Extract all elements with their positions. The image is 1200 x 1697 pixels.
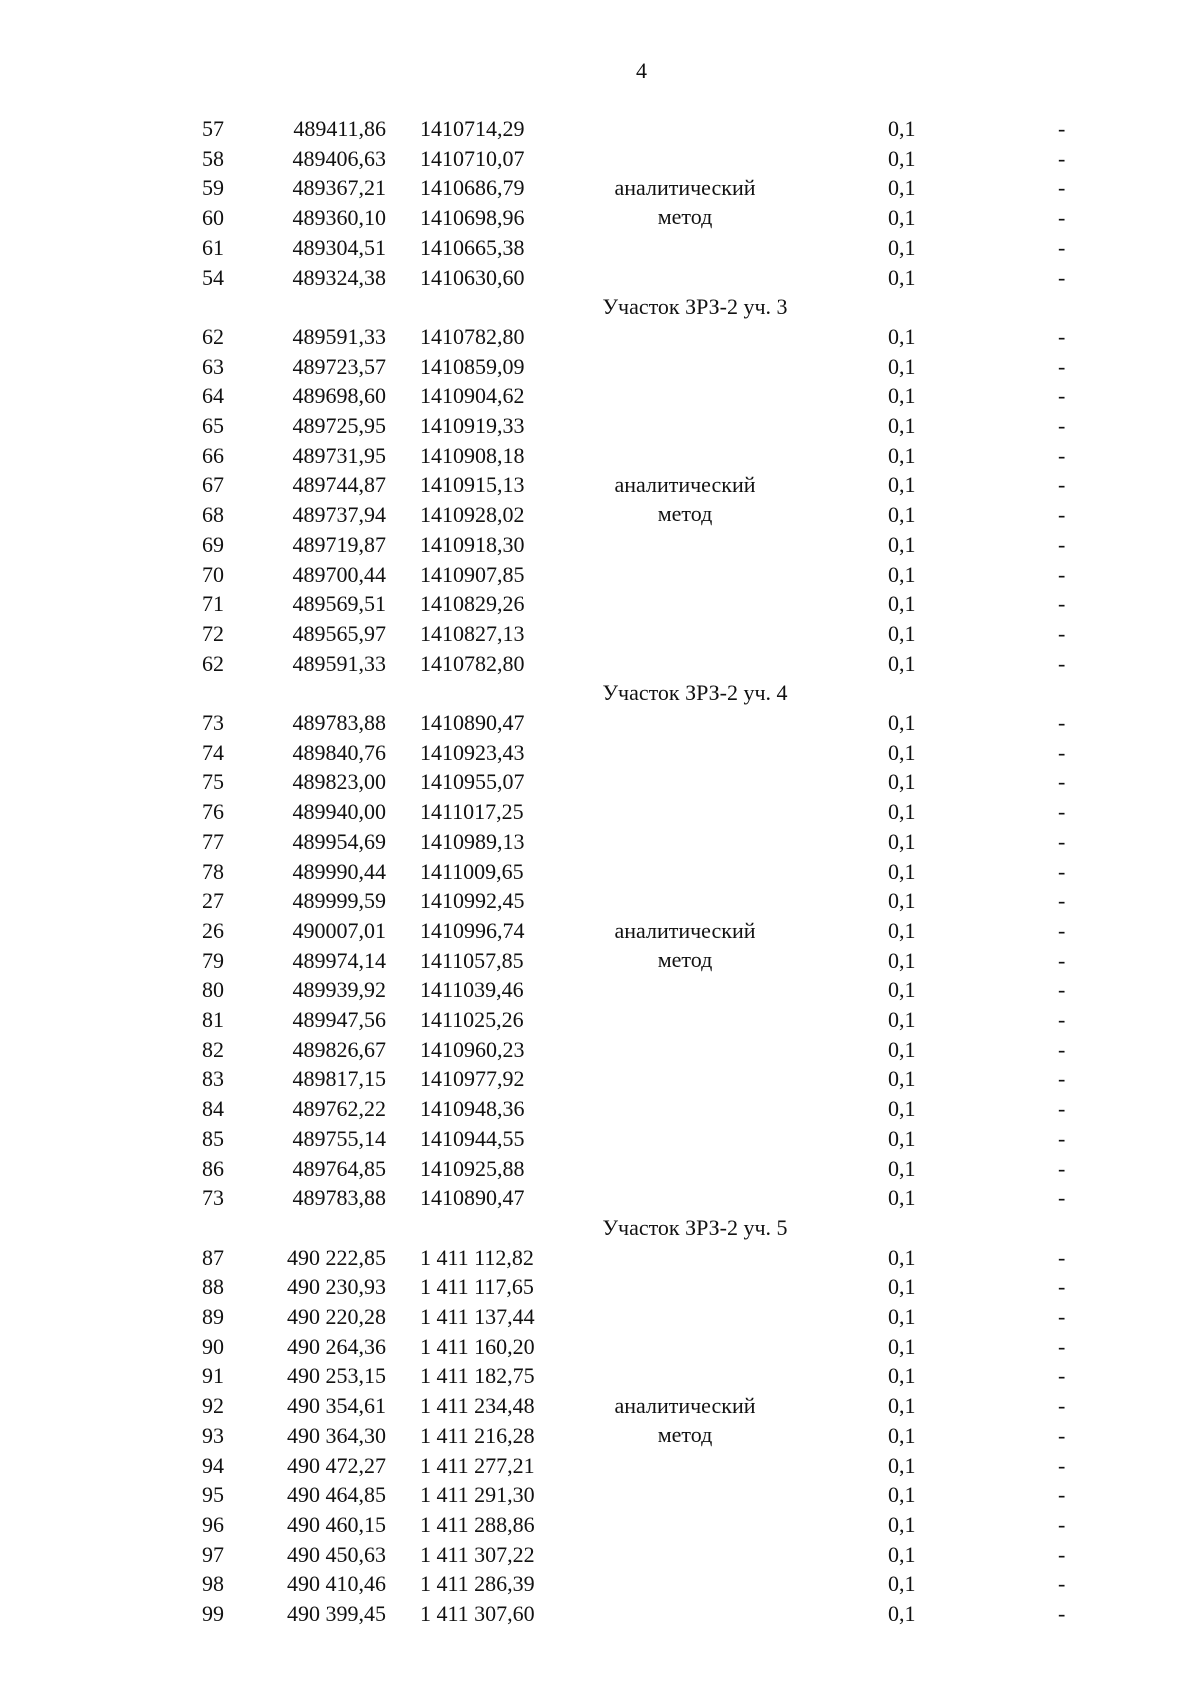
- coord-y: 1410827,13: [420, 620, 525, 646]
- note-dash: -: [1058, 1066, 1066, 1092]
- note-dash: -: [1058, 1036, 1066, 1062]
- accuracy-value: 0,1: [888, 947, 916, 973]
- coord-y: 1410928,02: [420, 502, 525, 528]
- table-row: [0, 589, 1200, 619]
- coord-y: 1410955,07: [420, 769, 525, 795]
- coord-y: 1410859,09: [420, 353, 525, 379]
- point-number: 73: [202, 710, 224, 735]
- accuracy-value: 0,1: [888, 1036, 916, 1062]
- point-number: 72: [202, 620, 224, 646]
- note-dash: -: [1058, 1333, 1066, 1359]
- method-label-line-2: метод: [657, 1422, 713, 1448]
- note-dash: -: [1058, 828, 1066, 854]
- section-title: Участок ЗРЗ-2 уч. 5: [602, 1214, 788, 1240]
- coord-x: 490 354,61: [287, 1393, 386, 1419]
- note-dash: -: [1058, 947, 1066, 973]
- accuracy-value: 0,1: [888, 1304, 916, 1329]
- coord-x: 490007,01: [292, 917, 386, 943]
- note-dash: -: [1058, 769, 1066, 795]
- coord-y: 1410989,13: [420, 828, 525, 854]
- note-dash: -: [1058, 472, 1066, 498]
- accuracy-value: 0,1: [888, 531, 916, 557]
- point-number: 68: [202, 502, 224, 528]
- note-dash: -: [1058, 739, 1066, 765]
- accuracy-value: 0,1: [888, 710, 916, 735]
- point-number: 26: [202, 917, 224, 943]
- coord-x: 489954,69: [292, 828, 386, 854]
- coord-y: 1410698,96: [420, 205, 525, 231]
- coord-y: 1410710,07: [420, 145, 525, 171]
- coord-y: 1410829,26: [420, 591, 525, 617]
- coord-x: 489990,44: [292, 858, 386, 884]
- coord-y: 1 411 117,65: [420, 1274, 534, 1300]
- table-row: [0, 857, 1200, 887]
- coord-x: 489947,56: [292, 1007, 386, 1032]
- point-number: 54: [202, 264, 224, 290]
- table-row: [0, 827, 1200, 857]
- coord-y: 1410960,23: [420, 1036, 525, 1062]
- point-number: 57: [202, 116, 224, 141]
- point-number: 64: [202, 383, 224, 409]
- point-number: 76: [202, 799, 224, 825]
- coord-y: 1411025,26: [420, 1007, 524, 1032]
- point-number: 87: [202, 1244, 224, 1270]
- coord-x: 490 399,45: [287, 1601, 386, 1626]
- table-row: [0, 1243, 1200, 1273]
- coord-y: 1 411 277,21: [420, 1452, 535, 1478]
- coord-y: 1410919,33: [420, 413, 525, 438]
- point-number: 88: [202, 1274, 224, 1300]
- coord-x: 489817,15: [292, 1066, 386, 1092]
- table-row: [0, 1569, 1200, 1599]
- point-number: 89: [202, 1304, 224, 1329]
- coord-x: 489783,88: [292, 1185, 386, 1211]
- point-number: 99: [202, 1601, 224, 1626]
- coord-y: 1410996,74: [420, 917, 525, 943]
- accuracy-value: 0,1: [888, 1096, 916, 1122]
- note-dash: -: [1058, 145, 1066, 171]
- coord-y: 1410915,13: [420, 472, 525, 498]
- point-number: 62: [202, 650, 224, 676]
- coord-y: 1410630,60: [420, 264, 525, 290]
- accuracy-value: 0,1: [888, 145, 916, 171]
- table-row: [0, 975, 1200, 1005]
- note-dash: -: [1058, 175, 1066, 201]
- coord-y: 1410918,30: [420, 531, 525, 557]
- point-number: 58: [202, 145, 224, 171]
- coord-y: 1 411 307,22: [420, 1541, 535, 1567]
- accuracy-value: 0,1: [888, 205, 916, 231]
- method-label: [580, 470, 790, 528]
- point-number: 96: [202, 1511, 224, 1537]
- accuracy-value: 0,1: [888, 1007, 916, 1032]
- coord-x: 490 460,15: [287, 1511, 386, 1537]
- method-label-line-2: метод: [657, 501, 713, 527]
- table-row: [0, 1510, 1200, 1540]
- table-row: [0, 1183, 1200, 1213]
- coord-x: 489719,87: [292, 531, 386, 557]
- coord-x: 489406,63: [292, 145, 386, 171]
- coord-x: 489725,95: [292, 413, 386, 438]
- method-label-line-1: аналитический: [614, 1393, 756, 1419]
- accuracy-value: 0,1: [888, 888, 916, 914]
- accuracy-value: 0,1: [888, 502, 916, 528]
- page-number: 4: [636, 58, 647, 83]
- coord-x: 490 220,28: [287, 1304, 386, 1329]
- table-row: [0, 1154, 1200, 1184]
- point-number: 69: [202, 531, 224, 557]
- coord-x: 489940,00: [292, 799, 386, 825]
- point-number: 77: [202, 828, 224, 854]
- table-row: [0, 767, 1200, 797]
- accuracy-value: 0,1: [888, 175, 916, 201]
- point-number: 63: [202, 353, 224, 379]
- accuracy-value: 0,1: [888, 858, 916, 884]
- coord-x: 490 410,46: [287, 1571, 386, 1597]
- accuracy-value: 0,1: [888, 799, 916, 825]
- coord-x: 489762,22: [292, 1096, 386, 1122]
- point-number: 80: [202, 977, 224, 1003]
- section-title: Участок ЗРЗ-2 уч. 4: [602, 680, 788, 706]
- coord-x: 489591,33: [292, 323, 386, 349]
- accuracy-value: 0,1: [888, 1541, 916, 1567]
- point-number: 66: [202, 442, 224, 468]
- note-dash: -: [1058, 205, 1066, 231]
- coord-y: 1410686,79: [420, 175, 525, 201]
- note-dash: -: [1058, 264, 1066, 290]
- accuracy-value: 0,1: [888, 739, 916, 765]
- table-row: [0, 322, 1200, 352]
- accuracy-value: 0,1: [888, 1511, 916, 1537]
- section-title: Участок ЗРЗ-2 уч. 3: [602, 294, 788, 320]
- note-dash: -: [1058, 234, 1066, 260]
- accuracy-value: 0,1: [888, 1363, 916, 1389]
- note-dash: -: [1058, 1155, 1066, 1181]
- table-row: [0, 441, 1200, 471]
- coord-x: 489700,44: [292, 561, 386, 587]
- note-dash: -: [1058, 1541, 1066, 1567]
- table-row: [0, 144, 1200, 174]
- coord-y: 1 411 182,75: [420, 1363, 535, 1389]
- coord-y: 1410944,55: [420, 1125, 525, 1151]
- table-row: [0, 649, 1200, 679]
- point-number: 70: [202, 561, 224, 587]
- point-number: 98: [202, 1571, 224, 1597]
- note-dash: -: [1058, 1274, 1066, 1300]
- note-dash: -: [1058, 1422, 1066, 1448]
- point-number: 75: [202, 769, 224, 795]
- note-dash: -: [1058, 1363, 1066, 1389]
- coord-y: 1 411 160,20: [420, 1333, 535, 1359]
- coord-x: 489744,87: [292, 472, 386, 498]
- coord-x: 489698,60: [292, 383, 386, 409]
- coord-y: 1 411 234,48: [420, 1393, 535, 1419]
- accuracy-value: 0,1: [888, 1185, 916, 1211]
- coord-y: 1410925,88: [420, 1155, 525, 1181]
- coord-y: 1410714,29: [420, 116, 525, 141]
- coord-y: 1 411 291,30: [420, 1482, 535, 1508]
- note-dash: -: [1058, 858, 1066, 884]
- table-row: [0, 1451, 1200, 1481]
- note-dash: -: [1058, 116, 1066, 141]
- coord-x: 490 222,85: [287, 1244, 386, 1270]
- coord-x: 490 230,93: [287, 1274, 386, 1300]
- note-dash: -: [1058, 1185, 1066, 1211]
- point-number: 79: [202, 947, 224, 973]
- table-row: [0, 1540, 1200, 1570]
- coord-x: 489565,97: [292, 620, 386, 646]
- note-dash: -: [1058, 888, 1066, 914]
- method-label-line-1: аналитический: [614, 175, 756, 201]
- accuracy-value: 0,1: [888, 1601, 916, 1626]
- coord-x: 489974,14: [292, 947, 386, 973]
- accuracy-value: 0,1: [888, 1155, 916, 1181]
- point-number: 61: [202, 234, 224, 260]
- coord-y: 1410665,38: [420, 234, 525, 260]
- coord-x: 489823,00: [292, 769, 386, 795]
- method-label-line-2: метод: [657, 204, 713, 230]
- coord-x: 489939,92: [292, 977, 386, 1003]
- coord-y: 1410907,85: [420, 561, 525, 587]
- note-dash: -: [1058, 1511, 1066, 1537]
- accuracy-value: 0,1: [888, 1422, 916, 1448]
- note-dash: -: [1058, 323, 1066, 349]
- accuracy-value: 0,1: [888, 383, 916, 409]
- table-row: [0, 114, 1200, 144]
- note-dash: -: [1058, 1125, 1066, 1151]
- coord-x: 490 364,30: [287, 1422, 386, 1448]
- point-number: 27: [202, 888, 224, 914]
- accuracy-value: 0,1: [888, 1393, 916, 1419]
- coord-x: 490 472,27: [287, 1452, 386, 1478]
- coord-y: 1 411 137,44: [420, 1304, 535, 1329]
- coord-y: 1410992,45: [420, 888, 525, 914]
- coord-y: 1410782,80: [420, 650, 525, 676]
- method-label: [580, 916, 790, 974]
- accuracy-value: 0,1: [888, 591, 916, 617]
- note-dash: -: [1058, 413, 1066, 438]
- coord-y: 1410782,80: [420, 323, 525, 349]
- accuracy-value: 0,1: [888, 977, 916, 1003]
- note-dash: -: [1058, 1482, 1066, 1508]
- note-dash: -: [1058, 1452, 1066, 1478]
- coord-y: 1410904,62: [420, 383, 525, 409]
- coord-x: 489783,88: [292, 710, 386, 735]
- table-row: [0, 1064, 1200, 1094]
- table-row: [0, 530, 1200, 560]
- method-label-line-2: метод: [657, 946, 713, 972]
- table-row: [0, 411, 1200, 441]
- point-number: 73: [202, 1185, 224, 1211]
- coord-y: 1410923,43: [420, 739, 525, 765]
- table-row: [0, 352, 1200, 382]
- note-dash: -: [1058, 977, 1066, 1003]
- accuracy-value: 0,1: [888, 1066, 916, 1092]
- point-number: 82: [202, 1036, 224, 1062]
- point-number: 62: [202, 323, 224, 349]
- table-row: [0, 263, 1200, 293]
- point-number: 84: [202, 1096, 224, 1122]
- point-number: 93: [202, 1422, 224, 1448]
- table-row: [0, 1124, 1200, 1154]
- point-number: 91: [202, 1363, 224, 1389]
- point-number: 92: [202, 1393, 224, 1419]
- note-dash: -: [1058, 561, 1066, 587]
- coord-x: 490 253,15: [287, 1363, 386, 1389]
- coord-x: 489999,59: [292, 888, 386, 914]
- table-row: [0, 886, 1200, 916]
- coord-y: 1411017,25: [420, 799, 524, 825]
- coord-x: 489764,85: [292, 1155, 386, 1181]
- table-row: [0, 1302, 1200, 1332]
- note-dash: -: [1058, 502, 1066, 528]
- coord-x: 489755,14: [292, 1125, 386, 1151]
- table-row: [0, 560, 1200, 590]
- note-dash: -: [1058, 650, 1066, 676]
- table-row: [0, 1094, 1200, 1124]
- note-dash: -: [1058, 1007, 1066, 1032]
- coord-x: 489304,51: [292, 234, 386, 260]
- note-dash: -: [1058, 917, 1066, 943]
- accuracy-value: 0,1: [888, 353, 916, 379]
- note-dash: -: [1058, 1096, 1066, 1122]
- coord-x: 489840,76: [292, 739, 386, 765]
- point-number: 86: [202, 1155, 224, 1181]
- table-row: [0, 1361, 1200, 1391]
- table-row: [0, 1480, 1200, 1510]
- accuracy-value: 0,1: [888, 472, 916, 498]
- table-row: [0, 708, 1200, 738]
- note-dash: -: [1058, 799, 1066, 825]
- method-label: [580, 173, 790, 231]
- table-row: [0, 381, 1200, 411]
- point-number: 59: [202, 175, 224, 201]
- coord-y: 1410977,92: [420, 1066, 525, 1092]
- coord-x: 489411,86: [293, 116, 386, 141]
- note-dash: -: [1058, 442, 1066, 468]
- point-number: 67: [202, 472, 224, 498]
- coord-x: 489360,10: [292, 205, 386, 231]
- coord-y: 1410890,47: [420, 1185, 525, 1211]
- accuracy-value: 0,1: [888, 323, 916, 349]
- accuracy-value: 0,1: [888, 413, 916, 438]
- table-row: [0, 1599, 1200, 1629]
- accuracy-value: 0,1: [888, 234, 916, 260]
- accuracy-value: 0,1: [888, 1333, 916, 1359]
- table-row: [0, 1005, 1200, 1035]
- coord-y: 1 411 112,82: [420, 1244, 534, 1270]
- note-dash: -: [1058, 1571, 1066, 1597]
- coord-y: 1411039,46: [420, 977, 524, 1003]
- accuracy-value: 0,1: [888, 828, 916, 854]
- table-row: [0, 1272, 1200, 1302]
- point-number: 97: [202, 1541, 224, 1567]
- note-dash: -: [1058, 531, 1066, 557]
- method-label-line-1: аналитический: [614, 472, 756, 498]
- accuracy-value: 0,1: [888, 917, 916, 943]
- accuracy-value: 0,1: [888, 1482, 916, 1508]
- coord-x: 489737,94: [292, 502, 386, 528]
- accuracy-value: 0,1: [888, 116, 916, 141]
- point-number: 60: [202, 205, 224, 231]
- accuracy-value: 0,1: [888, 1452, 916, 1478]
- point-number: 90: [202, 1333, 224, 1359]
- accuracy-value: 0,1: [888, 1125, 916, 1151]
- accuracy-value: 0,1: [888, 769, 916, 795]
- coord-x: 489826,67: [292, 1036, 386, 1062]
- point-number: 85: [202, 1125, 224, 1151]
- note-dash: -: [1058, 383, 1066, 409]
- coord-x: 489569,51: [292, 591, 386, 617]
- coord-y: 1410908,18: [420, 442, 525, 468]
- coord-x: 489591,33: [292, 650, 386, 676]
- coord-y: 1 411 288,86: [420, 1511, 535, 1537]
- coord-x: 489723,57: [292, 353, 386, 379]
- note-dash: -: [1058, 710, 1066, 735]
- accuracy-value: 0,1: [888, 1571, 916, 1597]
- accuracy-value: 0,1: [888, 1244, 916, 1270]
- accuracy-value: 0,1: [888, 561, 916, 587]
- accuracy-value: 0,1: [888, 1274, 916, 1300]
- point-number: 74: [202, 739, 224, 765]
- table-row: [0, 797, 1200, 827]
- coord-y: 1410890,47: [420, 710, 525, 735]
- method-label: [580, 1391, 790, 1449]
- point-number: 81: [202, 1007, 224, 1032]
- coord-y: 1411009,65: [420, 858, 524, 884]
- note-dash: -: [1058, 591, 1066, 617]
- note-dash: -: [1058, 353, 1066, 379]
- coord-x: 489324,38: [292, 264, 386, 290]
- coord-y: 1410948,36: [420, 1096, 525, 1122]
- coord-y: 1 411 216,28: [420, 1422, 535, 1448]
- accuracy-value: 0,1: [888, 620, 916, 646]
- table-row: [0, 233, 1200, 263]
- point-number: 71: [202, 591, 224, 617]
- note-dash: -: [1058, 620, 1066, 646]
- note-dash: -: [1058, 1393, 1066, 1419]
- coord-x: 489731,95: [292, 442, 386, 468]
- coord-x: 490 264,36: [287, 1333, 386, 1359]
- point-number: 65: [202, 413, 224, 438]
- note-dash: -: [1058, 1244, 1066, 1270]
- coord-y: 1411057,85: [420, 947, 524, 973]
- note-dash: -: [1058, 1601, 1066, 1626]
- point-number: 83: [202, 1066, 224, 1092]
- coord-x: 490 450,63: [287, 1541, 386, 1567]
- method-label-line-1: аналитический: [614, 917, 756, 943]
- accuracy-value: 0,1: [888, 264, 916, 290]
- point-number: 94: [202, 1452, 224, 1478]
- table-row: [0, 738, 1200, 768]
- point-number: 78: [202, 858, 224, 884]
- coord-y: 1 411 286,39: [420, 1571, 535, 1597]
- coord-y: 1 411 307,60: [420, 1601, 535, 1626]
- table-row: [0, 1035, 1200, 1065]
- table-row: [0, 619, 1200, 649]
- table-row: [0, 1332, 1200, 1362]
- point-number: 95: [202, 1482, 224, 1508]
- coord-x: 489367,21: [292, 175, 386, 201]
- accuracy-value: 0,1: [888, 650, 916, 676]
- coord-x: 490 464,85: [287, 1482, 386, 1508]
- note-dash: -: [1058, 1304, 1066, 1329]
- accuracy-value: 0,1: [888, 442, 916, 468]
